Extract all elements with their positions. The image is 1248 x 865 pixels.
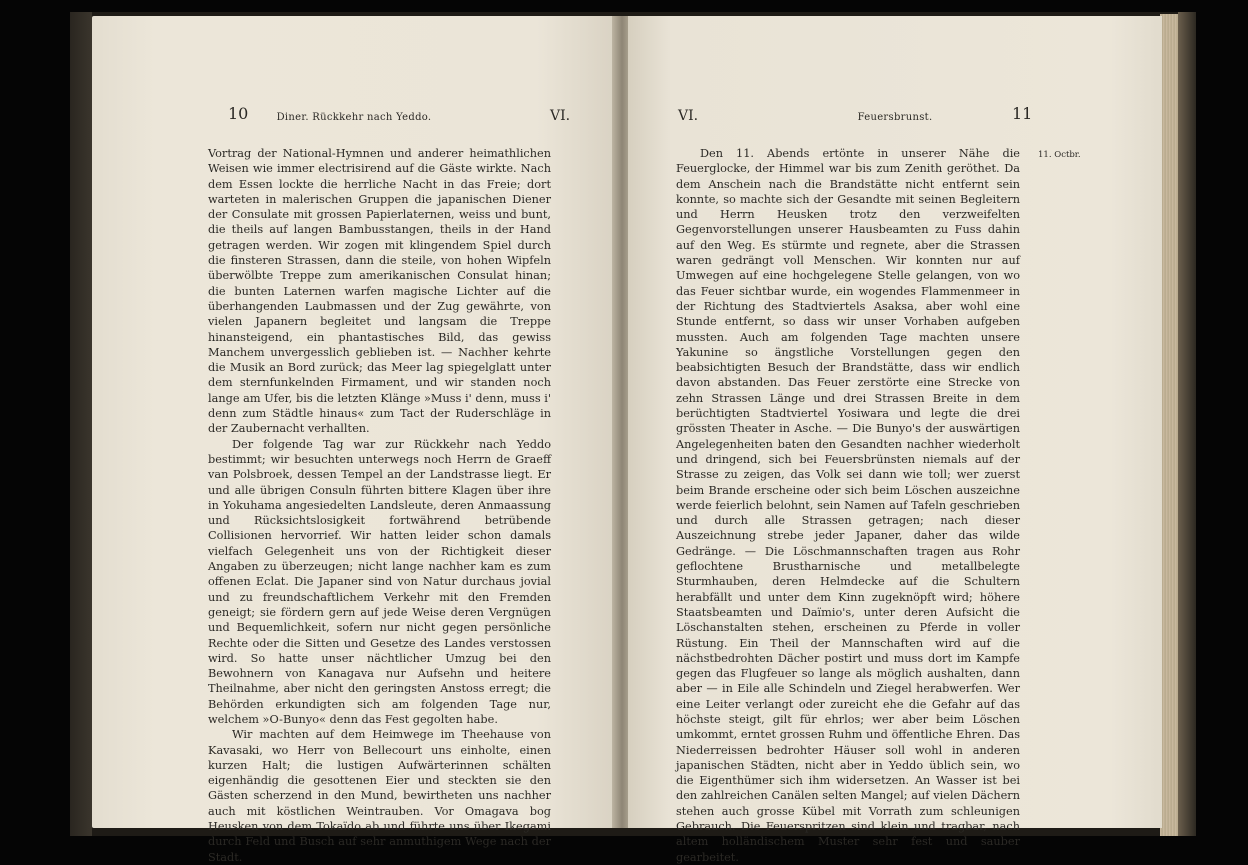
margin-note: 11. Octbr. [1038, 150, 1081, 160]
section-number: VI. [550, 108, 571, 124]
left-page-header [92, 104, 616, 134]
paragraph: Wir machten auf dem Heimwege im Theehause von Kavasaki, wo Herr von Bellecourt uns einholte, einen kurzen Halt; die lustigen Aufwärterinnen schälten eigenhändig die gesottenen Eier und steckten sie den Gästen scherzend in den Mund, bewirtheten uns nachher auch mit köstlichen Weintrauben. Vor Omagava bog Heusken von dem Tokaïdo ab und führte uns über Ikegami durch Feld und Busch auf sehr anmuthigem Wege nach der Stadt. [208, 728, 551, 864]
paragraph: Vortrag der National-Hymnen und anderer heimathlichen Weisen wie immer electrisirend auf die Gäste wirkte. Nach dem Essen lockte die herrliche Nacht in das Freie; dort warteten in malerischen Gruppen die japanischen Diener der Consulate mit grossen Papierlaternen, weiss und bunt, die theils auf langen Bambusstangen, theils in der Hand getragen werden. Wir zogen mit klingendem Spiel durch die finsteren Strassen, dann die steile, von hohen Wipfeln überwölbte Treppe zum amerikanischen Consulat hinan; die bunten Laternen warfen magische Lichter auf die überhangenden Laubmassen und der Zug gewährte, von vielen Japanern begleitet und langsam die Treppe hinansteigend, ein phantastisches Bild, das gewiss Manchem unvergesslich geblieben ist. — Nachher kehrte die Musik an Bord zurück; das Meer lag spiegelglatt unter dem sternfunkelnden Firmament, und wir standen noch lange am Ufer, bis die letzten Klänge »Muss i' denn, muss i' denn zum Städtle hinaus« zum Tact der Ruderschläge in der Zaubernacht verhallten. [208, 147, 551, 436]
running-head: Diner. Rückkehr nach Yeddo. [276, 112, 432, 123]
right-page [628, 16, 1162, 864]
paragraph: Den 11. Abends ertönte in unserer Nähe die Feuerglocke, der Himmel war bis zum Zenith geröthet. Da dem Anschein nach die Brandstätte nicht entfernt sein konnte, so machte sich der Gesandte mit seinen Begleitern und Herrn Heusken trotz den verzweifelten Gegenvorstellungen unserer Hausbeamten zu Fuss dahin auf den Weg. Es stürmte und regnete, aber die Strassen waren gedrängt voll Menschen. Wir konnten nur auf Umwegen auf eine hochgelegene Stelle gelangen, von wo das Feuer sichtbar wurde, ein wogendes Flammenmeer in der Richtung des Stadtviertels Asaksa, aber wohl eine Stunde entfernt, so dass wir unser Vorhaben aufgeben mussten. Auch am folgenden Tage machten unsere Yakunine so ängstliche Vorstellungen gegen den beabsichtigten Besuch der Brandstätte, dass wir endlich davon abstanden. Das Feuer zerstörte eine Strecke von zehn Strassen Länge und drei Strassen Breite in dem berüchtigten Stadtviertel Yosiwara und legte die drei grössten Theater in Asche. — Die Bunyo's der auswärtigen Angelegenheiten baten den Gesandten nachher wiederholt und dringend, sich bei Feuersbrünsten niemals auf der Strasse zu zeigen, das Volk sei dann wie toll; wer zuerst beim Brande erscheine oder sich beim Löschen auszeichne werde feierlich belohnt, sein Namen auf Tafeln geschrieben und durch alle Strassen getragen; nach dieser Auszeichnung strebe jeder Japaner, daher das wilde Gedränge. — Die Löschmannschaften tragen aus Rohr geflochtene Brustharnische und metallbelegte Sturmhauben, deren Helmdecke auf die Schultern herabfällt und unter dem Kinn zugeknöpft wird; höhere Staatsbeamten und Daïmio's, unter deren Aufsicht die Löschanstalten stehen, erscheinen zu Pferde in voller Rüstung. Ein Theil der Mannschaften wird auf die nächstbedrohten Dächer postirt und muss dort im Kampfe gegen das Flugfeuer so lange als möglich aushalten, dann aber — in Eile alle Schindeln und Ziegel herabwerfen. Wer eine Leiter verlangt oder zureicht ehe die Gefahr auf das höchste steigt, gilt für ehrlos; wer aber beim Löschen umkommt, erntet grossen Ruhm und öffentliche Ehren. Das Niederreissen bedrohter Häuser soll wohl in anderen japanischen Städten, nicht aber in Yeddo üblich sein, wo die Eigenthümer sich ihm widersetzen. An Wasser ist bei den zahlreichen Canälen selten Mangel; auf vielen Dächern stehen auch grosse Kübel mit Vorrath zum schleunigen Gebrauch. Die Feuerspritzen sind klein und tragbar, nach altem holländischem Muster sehr fest und sauber gearbeitet. [676, 147, 1020, 864]
book-cover-left [70, 12, 92, 836]
right-page-text [676, 146, 1020, 865]
book-cover-right [1178, 12, 1196, 836]
page-number: 10 [228, 104, 249, 123]
running-head: Feuersbrunst. [857, 112, 933, 123]
section-number: VI. [678, 108, 699, 124]
left-page-text [208, 146, 551, 865]
right-page-header [628, 104, 1162, 134]
left-page [92, 16, 616, 864]
paragraph: Der folgende Tag war zur Rückkehr nach Yeddo bestimmt; wir besuchten unterwegs noch Herrn de Graeff van Polsbroek, dessen Tempel an der Landstrasse liegt. Er und alle übrigen Consuln führten bittere Klagen über ihre in Yokuhama angesiedelten Landsleute, deren Anmaassung und Rücksichtslosigkeit fortwährend betrübende Collisionen hervorrief. Wir hatten leider schon damals vielfach Gelegenheit uns von der Richtigkeit dieser Angaben zu überzeugen; nicht lange nachher kam es zum offenen Eclat. Die Japaner sind von Natur durchaus jovial und zu freundschaftlichem Verkehr mit den Fremden geneigt; sie fördern gern auf jede Weise deren Vergnügen und Bequemlichkeit, sofern nur nicht gegen persönliche Rechte oder die Sitten und Gesetze des Landes verstossen wird. So hatte unser nächtlicher Umzug bei den Bewohnern von Kanagava nur Aufsehn und heitere Theilnahme, aber nicht den geringsten Anstoss erregt; die Behörden erkundigten sich am folgenden Tage nur, welchem »O-Bunyo« denn das Fest gegolten habe. [208, 437, 551, 726]
page-number: 11 [1012, 104, 1033, 123]
